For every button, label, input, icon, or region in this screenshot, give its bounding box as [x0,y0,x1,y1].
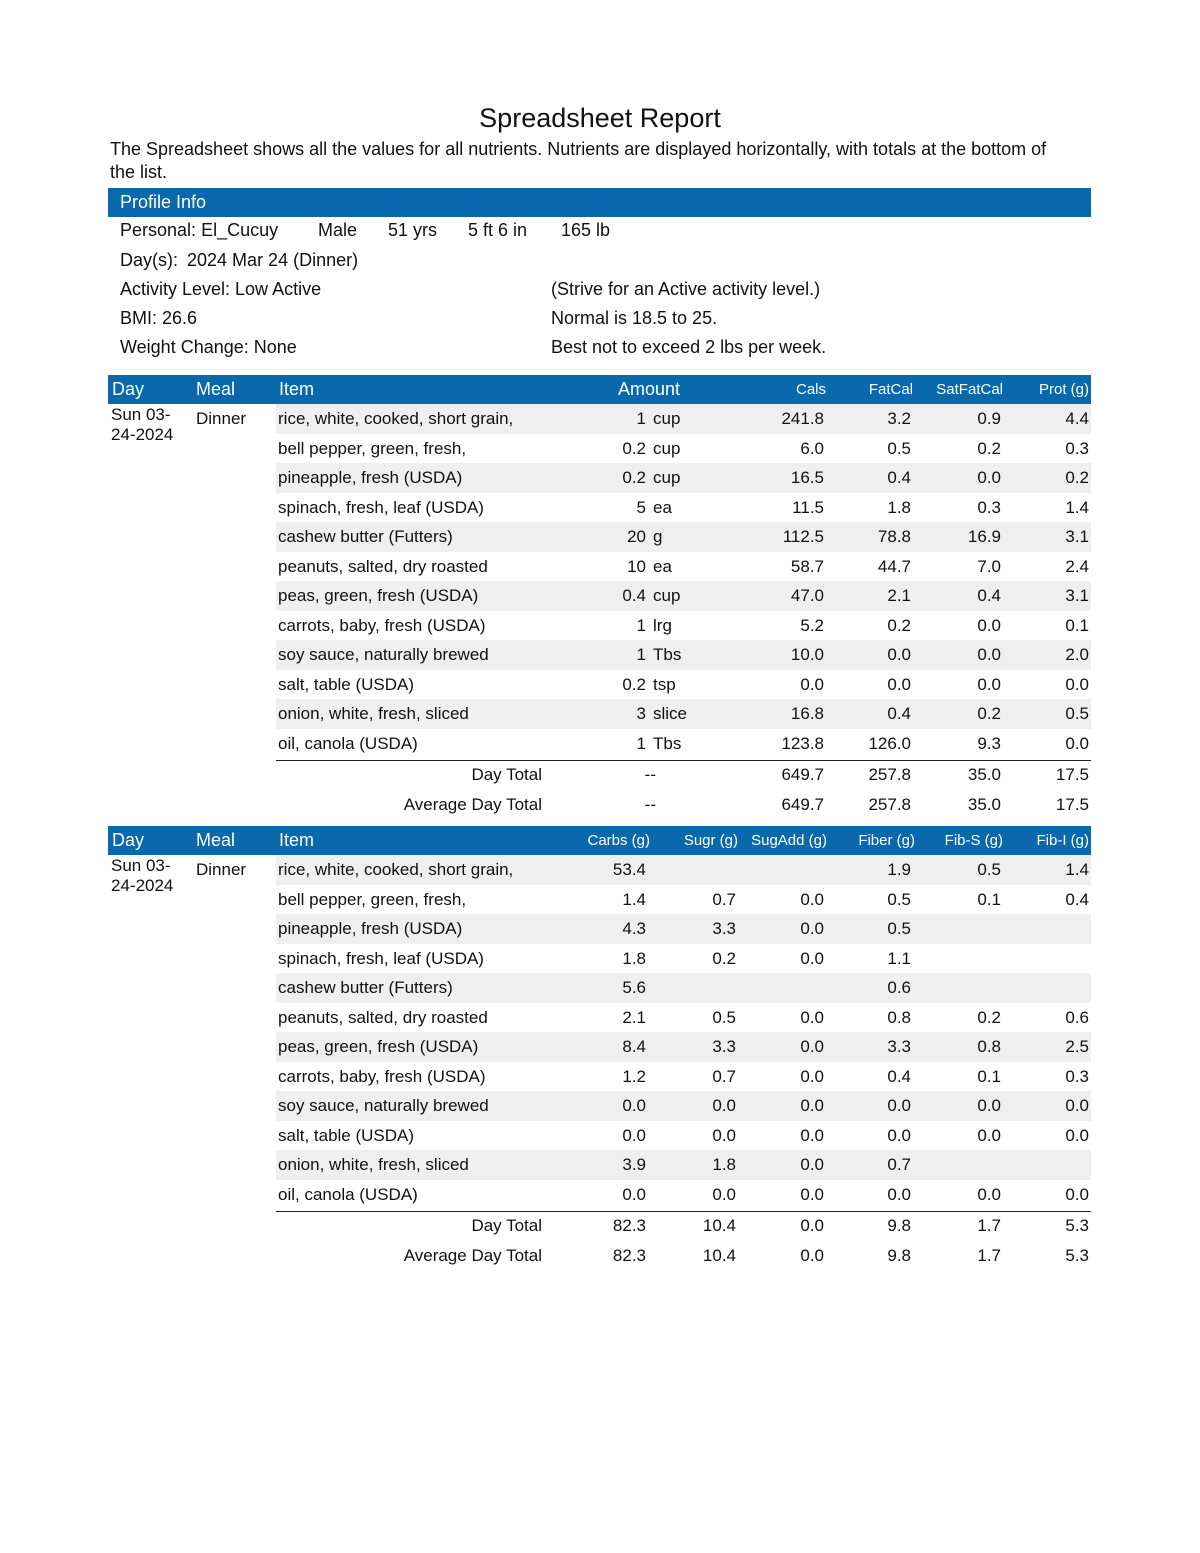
item-name: cashew butter (Futters) [278,527,453,546]
table-row [276,640,1091,670]
nutrient-value: 0.4 [887,1066,911,1086]
amount-qty: 1 [636,615,646,635]
table2-header [108,826,1091,855]
nutrient-value: 4.4 [1065,409,1089,428]
nutrient-value: 0.0 [800,889,824,909]
t1-meal-cell: Dinner [196,409,247,428]
t2-header-sugr: Sugr (g) [683,832,738,849]
nutrient-value: 0.0 [977,645,1001,664]
nutrient-value: 53.4 [612,860,646,879]
nutrient-value: 11.5 [792,497,824,517]
t2-header-sugadd: SugAdd (g) [751,832,827,849]
table-row [276,1062,1091,1092]
t2-day-cell: Sun 03-24-2024 [111,856,174,895]
nutrient-value: 0.0 [712,1184,736,1204]
nutrient-value: 1.8 [622,948,646,968]
item-name: spinach, fresh, leaf (USDA) [278,497,484,517]
nutrient-value: 0.0 [800,674,824,694]
item-name: pineapple, fresh (USDA) [278,468,463,487]
table-row [276,611,1091,641]
nutrient-value: 1.4 [1065,860,1089,879]
item-name: salt, table (USDA) [278,1125,415,1145]
item-name: rice, white, cooked, short grain, [278,409,514,428]
amount-unit: cup [653,438,681,458]
nutrient-value: 0.5 [977,860,1001,879]
amount-unit: lrg [653,615,672,635]
nutrient-value: 0.6 [887,978,911,997]
nutrient-value: 0.0 [977,468,1001,487]
total-value: 10.4 [702,1245,736,1265]
nutrient-value: 0.5 [712,1007,736,1027]
nutrient-value: 126.0 [868,733,911,753]
nutrient-value: 7.0 [977,556,1001,576]
item-name: peanuts, salted, dry roasted [278,556,488,576]
t2-meal-cell: Dinner [196,860,247,879]
table-row [276,729,1091,759]
nutrient-value: 0.5 [887,889,911,909]
item-name: soy sauce, naturally brewed [278,1096,489,1115]
activity-note: (Strive for an Active activity level.) [551,279,821,299]
t2-header-meal: Meal [196,830,236,850]
item-name: oil, canola (USDA) [278,733,418,753]
t1-header-meal: Meal [196,379,236,399]
nutrient-value: 2.1 [887,586,911,605]
nutrient-value: 2.5 [1065,1037,1089,1056]
total-value: 17.5 [1055,794,1089,814]
t2-header-item: Item [279,830,315,850]
nutrient-value: 0.0 [887,645,911,664]
table-row [276,699,1091,729]
nutrient-value: 6.0 [800,438,824,458]
nutrient-value: 3.1 [1065,586,1089,605]
nutrient-value: 58.7 [790,556,824,576]
nutrient-value: 1.4 [1065,497,1089,517]
amount-unit: Tbs [653,733,682,753]
amount-qty: 1 [636,733,646,753]
t1-header-item: Item [279,379,315,399]
item-name: cashew butter (Futters) [278,978,453,997]
table-row [276,914,1091,944]
nutrient-value: 0.3 [977,497,1001,517]
nutrient-value: 0.5 [887,438,911,458]
total-value: 35.0 [967,794,1001,814]
nutrient-value: 3.3 [887,1037,911,1056]
table-row [276,1150,1091,1180]
nutrient-value: 0.0 [800,1125,824,1145]
total-label: Day Total [471,1216,542,1235]
total-row [276,760,1091,790]
total-amount: -- [644,794,656,814]
total-row [276,1211,1091,1241]
total-value: 10.4 [702,1216,736,1235]
nutrient-value: 0.4 [977,586,1001,605]
nutrient-value: 0.0 [800,1007,824,1027]
nutrient-value: 0.3 [1065,438,1089,458]
bmi-value: BMI: 26.6 [120,308,198,328]
nutrient-value: 0.0 [712,1125,736,1145]
nutrient-value: 0.7 [887,1155,911,1174]
table-row [276,463,1091,493]
table1-header [108,375,1091,404]
nutrient-value: 0.0 [800,1066,824,1086]
nutrient-value: 0.0 [800,948,824,968]
nutrient-value: 44.7 [877,556,911,576]
profile-personal-row [120,218,278,242]
total-value: 5.3 [1065,1245,1089,1265]
item-name: bell pepper, green, fresh, [278,438,467,458]
nutrient-value: 0.0 [887,674,911,694]
nutrient-value: 0.0 [800,1155,824,1174]
nutrient-value: 0.8 [977,1037,1001,1056]
table-row [276,1091,1091,1121]
t1-day-cell: Sun 03-24-2024 [111,405,174,444]
nutrient-value: 0.8 [887,1007,911,1027]
amount-unit: cup [653,409,681,428]
item-name: salt, table (USDA) [278,674,415,694]
table-row [276,493,1091,523]
amount-qty: 20 [627,527,646,546]
profile-info-header [108,188,1091,217]
nutrient-value: 3.3 [712,919,736,938]
nutrient-value: 123.8 [781,733,824,753]
nutrient-value: 0.0 [887,1125,911,1145]
t2-header-fibi: Fib-I (g) [1036,832,1089,849]
activity-level: Activity Level: Low Active [120,279,322,299]
profile-info-title: Profile Info [120,192,207,212]
t1-header-cals: Cals [795,381,826,398]
nutrient-value: 1.8 [712,1155,736,1174]
nutrient-value: 0.1 [977,1066,1001,1086]
nutrient-value: 0.0 [887,1184,911,1204]
nutrient-value: 0.0 [977,1184,1001,1204]
nutrient-value: 0.0 [1065,1125,1089,1145]
amount-qty: 0.2 [622,438,646,458]
nutrient-value: 3.3 [712,1037,736,1056]
total-amount: -- [644,765,656,784]
t2-header-carbs: Carbs (g) [587,832,650,849]
profile-weight: 165 lb [561,220,611,240]
amount-unit: ea [653,497,672,517]
nutrient-value: 0.4 [887,704,911,723]
days-value: 2024 Mar 24 (Dinner) [187,250,359,270]
amount-unit: cup [653,468,681,487]
item-name: oil, canola (USDA) [278,1184,418,1204]
table-row [276,1180,1091,1210]
nutrient-value: 9.3 [977,733,1001,753]
nutrient-value: 78.8 [877,527,911,546]
t1-header-amount: Amount [618,379,681,399]
total-value: 82.3 [612,1245,646,1265]
nutrient-value: 0.0 [622,1096,646,1115]
amount-unit: g [653,527,663,546]
t2-header-fibs: Fib-S (g) [944,832,1003,849]
nutrient-value: 3.9 [622,1155,646,1174]
days-label: Day(s): [120,250,178,270]
nutrient-value: 2.1 [622,1007,646,1027]
nutrient-value: 0.0 [800,1096,824,1115]
nutrient-value: 0.7 [712,1066,736,1086]
nutrient-value: 0.1 [977,889,1001,909]
nutrient-value: 5.6 [622,978,646,997]
amount-unit: ea [653,556,672,576]
table-row [276,552,1091,582]
table-row [276,1121,1091,1151]
total-value: 82.3 [612,1216,646,1235]
nutrient-value: 0.4 [887,468,911,487]
table-row [276,973,1091,1003]
personal-label: Personal: [120,220,197,240]
t1-header-fatcal: FatCal [868,381,913,398]
nutrient-value: 0.2 [712,948,736,968]
total-value: 649.7 [781,794,824,814]
total-value: 649.7 [781,765,824,784]
amount-qty: 5 [636,497,646,517]
nutrient-value: 16.9 [967,527,1001,546]
table-row [276,1032,1091,1062]
nutrient-value: 0.0 [1065,1184,1089,1204]
nutrient-value: 1.2 [622,1066,646,1086]
nutrient-value: 1.9 [887,860,911,879]
amount-qty: 1 [636,645,646,664]
total-label: Average Day Total [403,1245,542,1265]
nutrient-value: 47.0 [790,586,824,605]
amount-unit: tsp [653,674,676,694]
nutrient-value: 0.2 [977,704,1001,723]
nutrient-value: 2.4 [1065,556,1089,576]
t1-header-satfatcal: SatFatCal [936,381,1003,398]
nutrient-value: 10.0 [790,645,824,664]
nutrient-value: 16.5 [790,468,824,487]
profile-height: 5 ft 6 in [468,220,528,240]
nutrient-value: 1.4 [622,889,646,909]
item-name: carrots, baby, fresh (USDA) [278,615,486,635]
table-row [276,855,1091,885]
profile-age: 51 yrs [388,220,438,240]
item-name: peas, green, fresh (USDA) [278,586,479,605]
total-value: 1.7 [977,1216,1001,1235]
total-value: 257.8 [868,765,911,784]
total-value: 5.3 [1065,1216,1089,1235]
total-value: 0.0 [800,1216,824,1235]
nutrient-value: 8.4 [622,1037,646,1056]
table-row [276,522,1091,552]
nutrient-value: 0.0 [1065,1096,1089,1115]
amount-qty: 0.4 [622,586,646,605]
profile-name: El_Cucuy [201,220,279,240]
nutrient-value: 0.0 [800,1184,824,1204]
total-value: 257.8 [868,794,911,814]
total-value: 17.5 [1055,765,1089,784]
amount-qty: 10 [627,556,646,576]
profile-sex: Male [318,220,358,240]
total-value: 1.7 [977,1245,1001,1265]
nutrient-value: 0.0 [712,1096,736,1115]
nutrient-value: 1.8 [887,497,911,517]
nutrient-value: 0.0 [622,1184,646,1204]
nutrient-value: 0.1 [1065,615,1089,635]
item-name: pineapple, fresh (USDA) [278,919,463,938]
total-value: 9.8 [887,1216,911,1235]
profile-days-row [120,248,358,272]
total-row [276,790,1091,820]
nutrient-value: 0.2 [887,615,911,635]
item-name: bell pepper, green, fresh, [278,889,467,909]
t1-header-day: Day [112,379,145,399]
nutrient-value: 3.1 [1065,527,1089,546]
table-row [276,404,1091,434]
item-name: peas, green, fresh (USDA) [278,1037,479,1056]
page-title: Spreadsheet Report [479,103,721,133]
t2-header-day: Day [112,830,145,850]
item-name: peanuts, salted, dry roasted [278,1007,488,1027]
amount-qty: 1 [636,409,646,428]
nutrient-value: 0.6 [1065,1007,1089,1027]
table-row [276,670,1091,700]
amount-qty: 0.2 [622,674,646,694]
table-row [276,1003,1091,1033]
nutrient-value: 0.2 [977,1007,1001,1027]
report-description: The Spreadsheet shows all the values for all nutrients. Nutrients are displayed horizontally, with totals at the bottom of the list. [110,139,1047,182]
item-name: carrots, baby, fresh (USDA) [278,1066,486,1086]
nutrient-value: 3.2 [887,409,911,428]
item-name: spinach, fresh, leaf (USDA) [278,948,484,968]
total-value: 9.8 [887,1245,911,1265]
nutrient-value: 1.1 [887,948,911,968]
amount-qty: 0.2 [622,468,646,487]
table-row [276,944,1091,974]
nutrient-value: 0.0 [800,1037,824,1056]
nutrient-value: 0.9 [977,409,1001,428]
nutrient-value: 0.0 [977,1096,1001,1115]
nutrient-value: 0.5 [1065,704,1089,723]
nutrient-value: 0.2 [977,438,1001,458]
table-row [276,885,1091,915]
total-row [276,1241,1091,1271]
item-name: onion, white, fresh, sliced [278,704,469,723]
nutrient-value: 0.3 [1065,1066,1089,1086]
t2-header-fiber: Fiber (g) [858,832,915,849]
nutrient-value: 0.0 [1065,733,1089,753]
total-value: 35.0 [967,765,1001,784]
amount-unit: cup [653,586,681,605]
item-name: soy sauce, naturally brewed [278,645,489,664]
nutrient-value: 0.0 [1065,674,1089,694]
nutrient-value: 241.8 [781,409,824,428]
amount-unit: Tbs [653,645,682,664]
nutrient-value: 112.5 [782,527,824,546]
nutrient-value: 4.3 [622,919,646,938]
amount-qty: 3 [636,704,646,723]
nutrient-value: 0.0 [977,615,1001,635]
bmi-note: Normal is 18.5 to 25. [551,308,718,328]
t1-header-prot: Prot (g) [1038,381,1089,398]
nutrient-value: 0.0 [800,919,824,938]
nutrient-value: 0.0 [977,674,1001,694]
total-value: 0.0 [800,1245,824,1265]
nutrient-value: 0.0 [977,1125,1001,1145]
total-label: Day Total [471,765,542,784]
nutrient-value: 0.0 [622,1125,646,1145]
nutrient-value: 0.0 [887,1096,911,1115]
nutrient-value: 5.2 [800,615,824,635]
nutrient-value: 0.7 [712,889,736,909]
nutrient-value: 0.2 [1065,468,1089,487]
weight-change: Weight Change: None [120,337,297,357]
weight-change-note: Best not to exceed 2 lbs per week. [551,337,827,357]
nutrient-value: 2.0 [1065,645,1089,664]
total-label: Average Day Total [403,794,542,814]
nutrient-value: 0.4 [1065,889,1089,909]
item-name: rice, white, cooked, short grain, [278,860,514,879]
amount-unit: slice [653,704,688,723]
nutrient-value: 16.8 [790,704,824,723]
item-name: onion, white, fresh, sliced [278,1155,469,1174]
nutrient-value: 0.5 [887,919,911,938]
table-row [276,581,1091,611]
table-row [276,434,1091,464]
